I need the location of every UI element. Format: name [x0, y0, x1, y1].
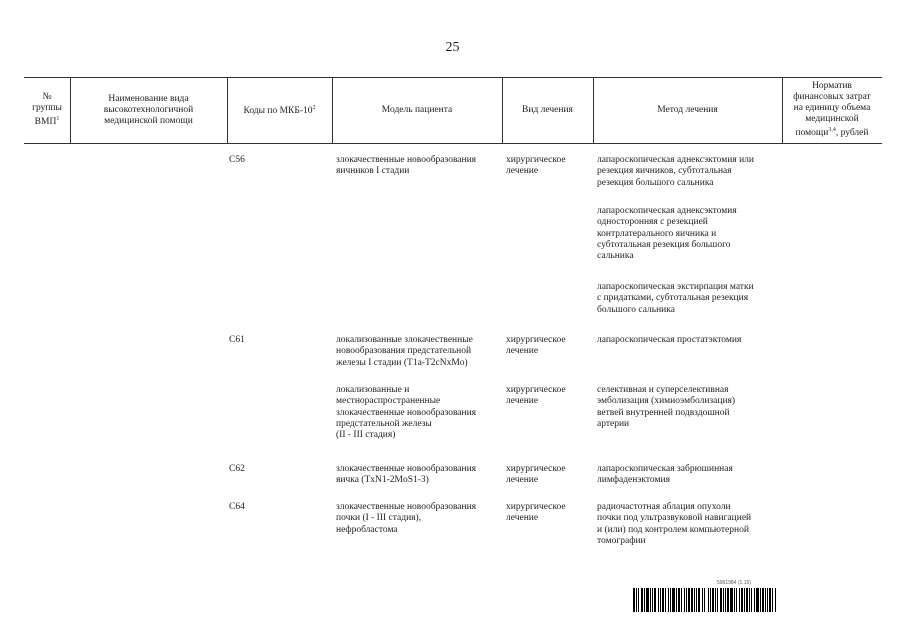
- text-line: локализованные злокачественные: [336, 335, 473, 345]
- icd-code: C62: [229, 464, 245, 474]
- text-line: резекция большого сальника: [597, 177, 714, 188]
- icd-code: C56: [229, 155, 245, 165]
- barcode-label: 5961984 (1.15): [717, 580, 751, 586]
- text-line: злокачественные новообразования: [336, 407, 477, 418]
- icd-code: C61: [229, 335, 245, 345]
- treatment-type: [506, 385, 566, 408]
- text-line: томографии: [597, 535, 646, 546]
- header-text: ВМП: [34, 117, 57, 128]
- header-text: высокотехнологичной: [103, 104, 194, 115]
- text-line: хирургическое: [506, 502, 566, 512]
- text-line: лечение: [506, 475, 539, 486]
- treatment-method: [597, 335, 741, 346]
- header-text: Модель пациента: [381, 104, 453, 115]
- patient-model: [336, 155, 476, 178]
- text-line: с придатками, субтотальная резекция: [597, 293, 749, 304]
- header-cost-norm: [782, 77, 882, 143]
- text-line: яичников I стадии: [336, 166, 410, 177]
- text-line: местнораспространенные: [336, 396, 441, 407]
- text-line: большого сальника: [597, 304, 675, 315]
- treatment-method: [597, 502, 751, 547]
- text-line: радиочастотная аблация опухоли: [597, 502, 731, 512]
- text-line: локализованные и: [336, 385, 410, 395]
- footnote-mark: 3,4: [828, 126, 836, 133]
- text-line: артерии: [597, 418, 630, 429]
- text-line: хирургическое: [506, 385, 566, 395]
- header-text: на единицу объема: [793, 102, 871, 113]
- page-number: 25: [445, 40, 460, 55]
- text-line: ветвей внутренней подвздошной: [597, 407, 730, 418]
- text-line: лапароскопическая экстирпация матки: [597, 282, 754, 292]
- header-icd-codes: [227, 77, 332, 143]
- treatment-method: [597, 464, 733, 487]
- header-text: Метод лечения: [657, 104, 718, 115]
- text-line: лапароскопическая аднексэктомия или: [597, 155, 754, 165]
- text-line: железы I стадии (T1a-T2cNxMo): [336, 357, 468, 368]
- header-text: Наименование вида: [108, 93, 189, 104]
- header-text: , рублей: [835, 128, 869, 139]
- text-line: эмболизация (химиоэмболизация): [597, 396, 736, 407]
- treatment-method: [597, 282, 754, 316]
- table-header-bottom-rule: [24, 143, 882, 144]
- text-line: резекция яичников, субтотальная: [597, 166, 732, 177]
- treatment-type: [506, 464, 566, 487]
- text-line: контрлатерального яичника и: [597, 228, 717, 239]
- header-care-type: [70, 77, 227, 143]
- header-group-number: [24, 77, 70, 143]
- text-line: лапароскопическая простатэктомия: [597, 335, 742, 345]
- header-text: №: [42, 91, 52, 102]
- text-line: почки (I - III стадия),: [336, 513, 422, 524]
- text-line: лапароскопическая забрюшинная: [597, 464, 733, 474]
- text-line: селективная и суперселективная: [597, 385, 729, 395]
- treatment-method: [597, 385, 735, 430]
- patient-model: [336, 385, 476, 441]
- text-line: хирургическое: [506, 335, 566, 345]
- patient-model: [336, 464, 476, 487]
- text-line: злокачественные новообразования: [336, 155, 477, 165]
- barcode: [633, 588, 883, 612]
- text-line: (II - III стадия): [336, 430, 396, 441]
- patient-model: [336, 502, 476, 536]
- text-line: односторонняя с резекцией: [597, 217, 708, 228]
- text-line: лечение: [506, 513, 539, 524]
- text-line: хирургическое: [506, 464, 566, 474]
- footnote-mark: 1: [56, 115, 60, 122]
- text-line: яичка (TxN1-2MoS1-3): [336, 475, 429, 486]
- header-treatment-type: [502, 77, 593, 143]
- barcode-stripe: [776, 588, 777, 612]
- footnote-mark: 2: [312, 104, 316, 111]
- text-line: лапароскопическая аднексэктомия: [597, 206, 737, 216]
- treatment-type: [506, 155, 566, 178]
- text-line: хирургическое: [506, 155, 566, 165]
- text-line: сальника: [597, 251, 634, 262]
- text-line: лимфаденэктомия: [597, 475, 670, 486]
- header-text: медицинской помощи: [104, 115, 193, 126]
- treatment-type: [506, 502, 566, 525]
- text-line: почки под ультразвуковой навигацией: [597, 513, 752, 524]
- text-line: лечение: [506, 166, 539, 177]
- text-line: лечение: [506, 396, 539, 407]
- text-line: нефробластома: [336, 524, 398, 535]
- text-line: злокачественные новообразования: [336, 464, 477, 474]
- header-text: медицинской: [805, 113, 859, 124]
- patient-model: [336, 335, 473, 369]
- text-line: лечение: [506, 346, 539, 357]
- text-line: предстательной железы: [336, 418, 432, 429]
- header-text: финансовых затрат: [793, 91, 871, 102]
- header-text: группы: [32, 102, 62, 113]
- text-line: и (или) под контролем компьютерной: [597, 524, 749, 535]
- icd-code: C64: [229, 502, 245, 512]
- header-text: Норматив: [812, 80, 852, 91]
- text-line: злокачественные новообразования: [336, 502, 477, 512]
- treatment-method: [597, 155, 754, 189]
- header-text: Вид лечения: [522, 104, 573, 115]
- header-text: Коды по МКБ-10: [243, 106, 313, 117]
- text-line: субтотальная резекция большого: [597, 239, 731, 250]
- treatment-type: [506, 335, 566, 358]
- treatment-method: [597, 206, 737, 262]
- header-patient-model: [332, 77, 502, 143]
- text-line: новообразования предстательной: [336, 346, 472, 357]
- header-treatment-method: [593, 77, 782, 143]
- header-text: помощи: [795, 128, 829, 139]
